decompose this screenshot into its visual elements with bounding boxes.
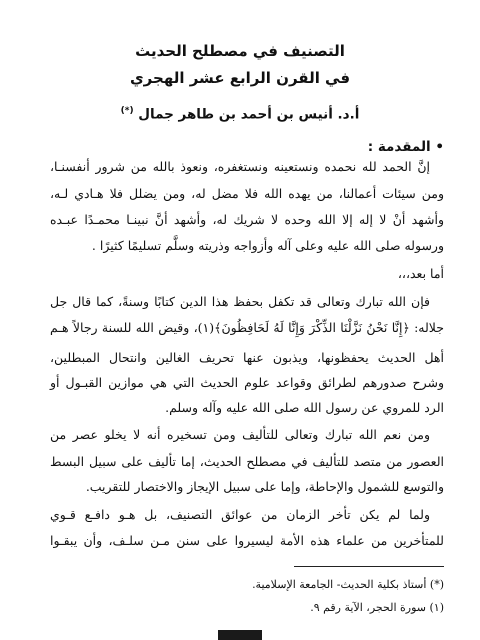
footnote: (١) سورة الحجر، الآية رقم ٩. [310, 601, 444, 614]
body-line: فإن الله تبارك وتعالى قد تكفل بحفظ هذا الدين كتابًا وسنةً، كما قال جل [50, 294, 430, 309]
author-name: أ.د. أنيس بن أحمد بن طاهر جمال [138, 106, 360, 123]
body-line: والتوسع للشمول والإحاطة، وإما على سبيل الإيجاز والاختصار للتقريب. [85, 479, 444, 494]
body-line: أما بعد،،، [397, 266, 444, 281]
body-line: وأشهد أنْ لا إله إلا الله وحده لا شريك له، وأشهد أنَّ نبينـا محمـدًا عبـده [50, 212, 444, 227]
body-line: ورسوله صلى الله عليه وعلى آله وأزواجه وذريته وسلَّم تسليمًا كثيرًا . [91, 238, 444, 253]
body-line: جلاله: ﴿إِنَّا نَحْنُ نَزَّلْنَا الذِّكْرَ وَإِنَّا لَهُ لَحَافِظُونَ﴾(١)، وقيض الله للسنة رجالاً هـم [50, 320, 444, 335]
body-line: للمتأخرين من علماء هذه الأمة ليسيروا على سنن مـن سلـف، وأن يبقـوا [50, 533, 444, 548]
footnote: (*) أستاذ بكلية الحديث- الجامعة الإسلامية. [252, 578, 444, 591]
title-line-2: في القرن الرابع عشر الهجري [129, 69, 351, 87]
body-line: العصور من متصد للتأليف في مصطلح الحديث، إما تأليف على سبيل البسط [50, 454, 444, 469]
body-line: أهل الحديث يحفظونها، ويذبون عنها تحريف الغالين وانتحال المبطلين، [50, 350, 444, 365]
body-line: ولما لم يكن تأخر الزمان من عوائق التصنيف، بل هـو دافـع قـوي [50, 507, 430, 522]
section-heading: • المقدمة : [367, 139, 444, 155]
title-line-1: التصنيف في مصطلح الحديث [135, 42, 345, 60]
author-line [0, 106, 480, 123]
body-line: ومن سيئات أعمالنا، من يهده الله فلا مضل له، ومن يضلل فلا هـادي لـه، [50, 186, 444, 201]
body-line: ومن نعم الله تبارك وتعالى للتأليف ومن تسخيره أنه لا يخلو عصر من [50, 427, 430, 442]
body-line: إنَّ الحمد لله نحمده ونستعينه ونستغفره، ونعوذ بالله من شرور أنفسنـا، [50, 159, 430, 174]
author-footnote-marker: (*) [120, 106, 134, 116]
body-line: الرد للمروي عن رسول الله صلى الله عليه وآله وسلم. [165, 400, 444, 415]
footnote-separator [294, 566, 444, 567]
page-number-tab [218, 630, 262, 640]
body-line: وشرح صدورهم لطرائق وقواعد علوم الحديث التي هي موازين القبـول أو [50, 375, 444, 390]
